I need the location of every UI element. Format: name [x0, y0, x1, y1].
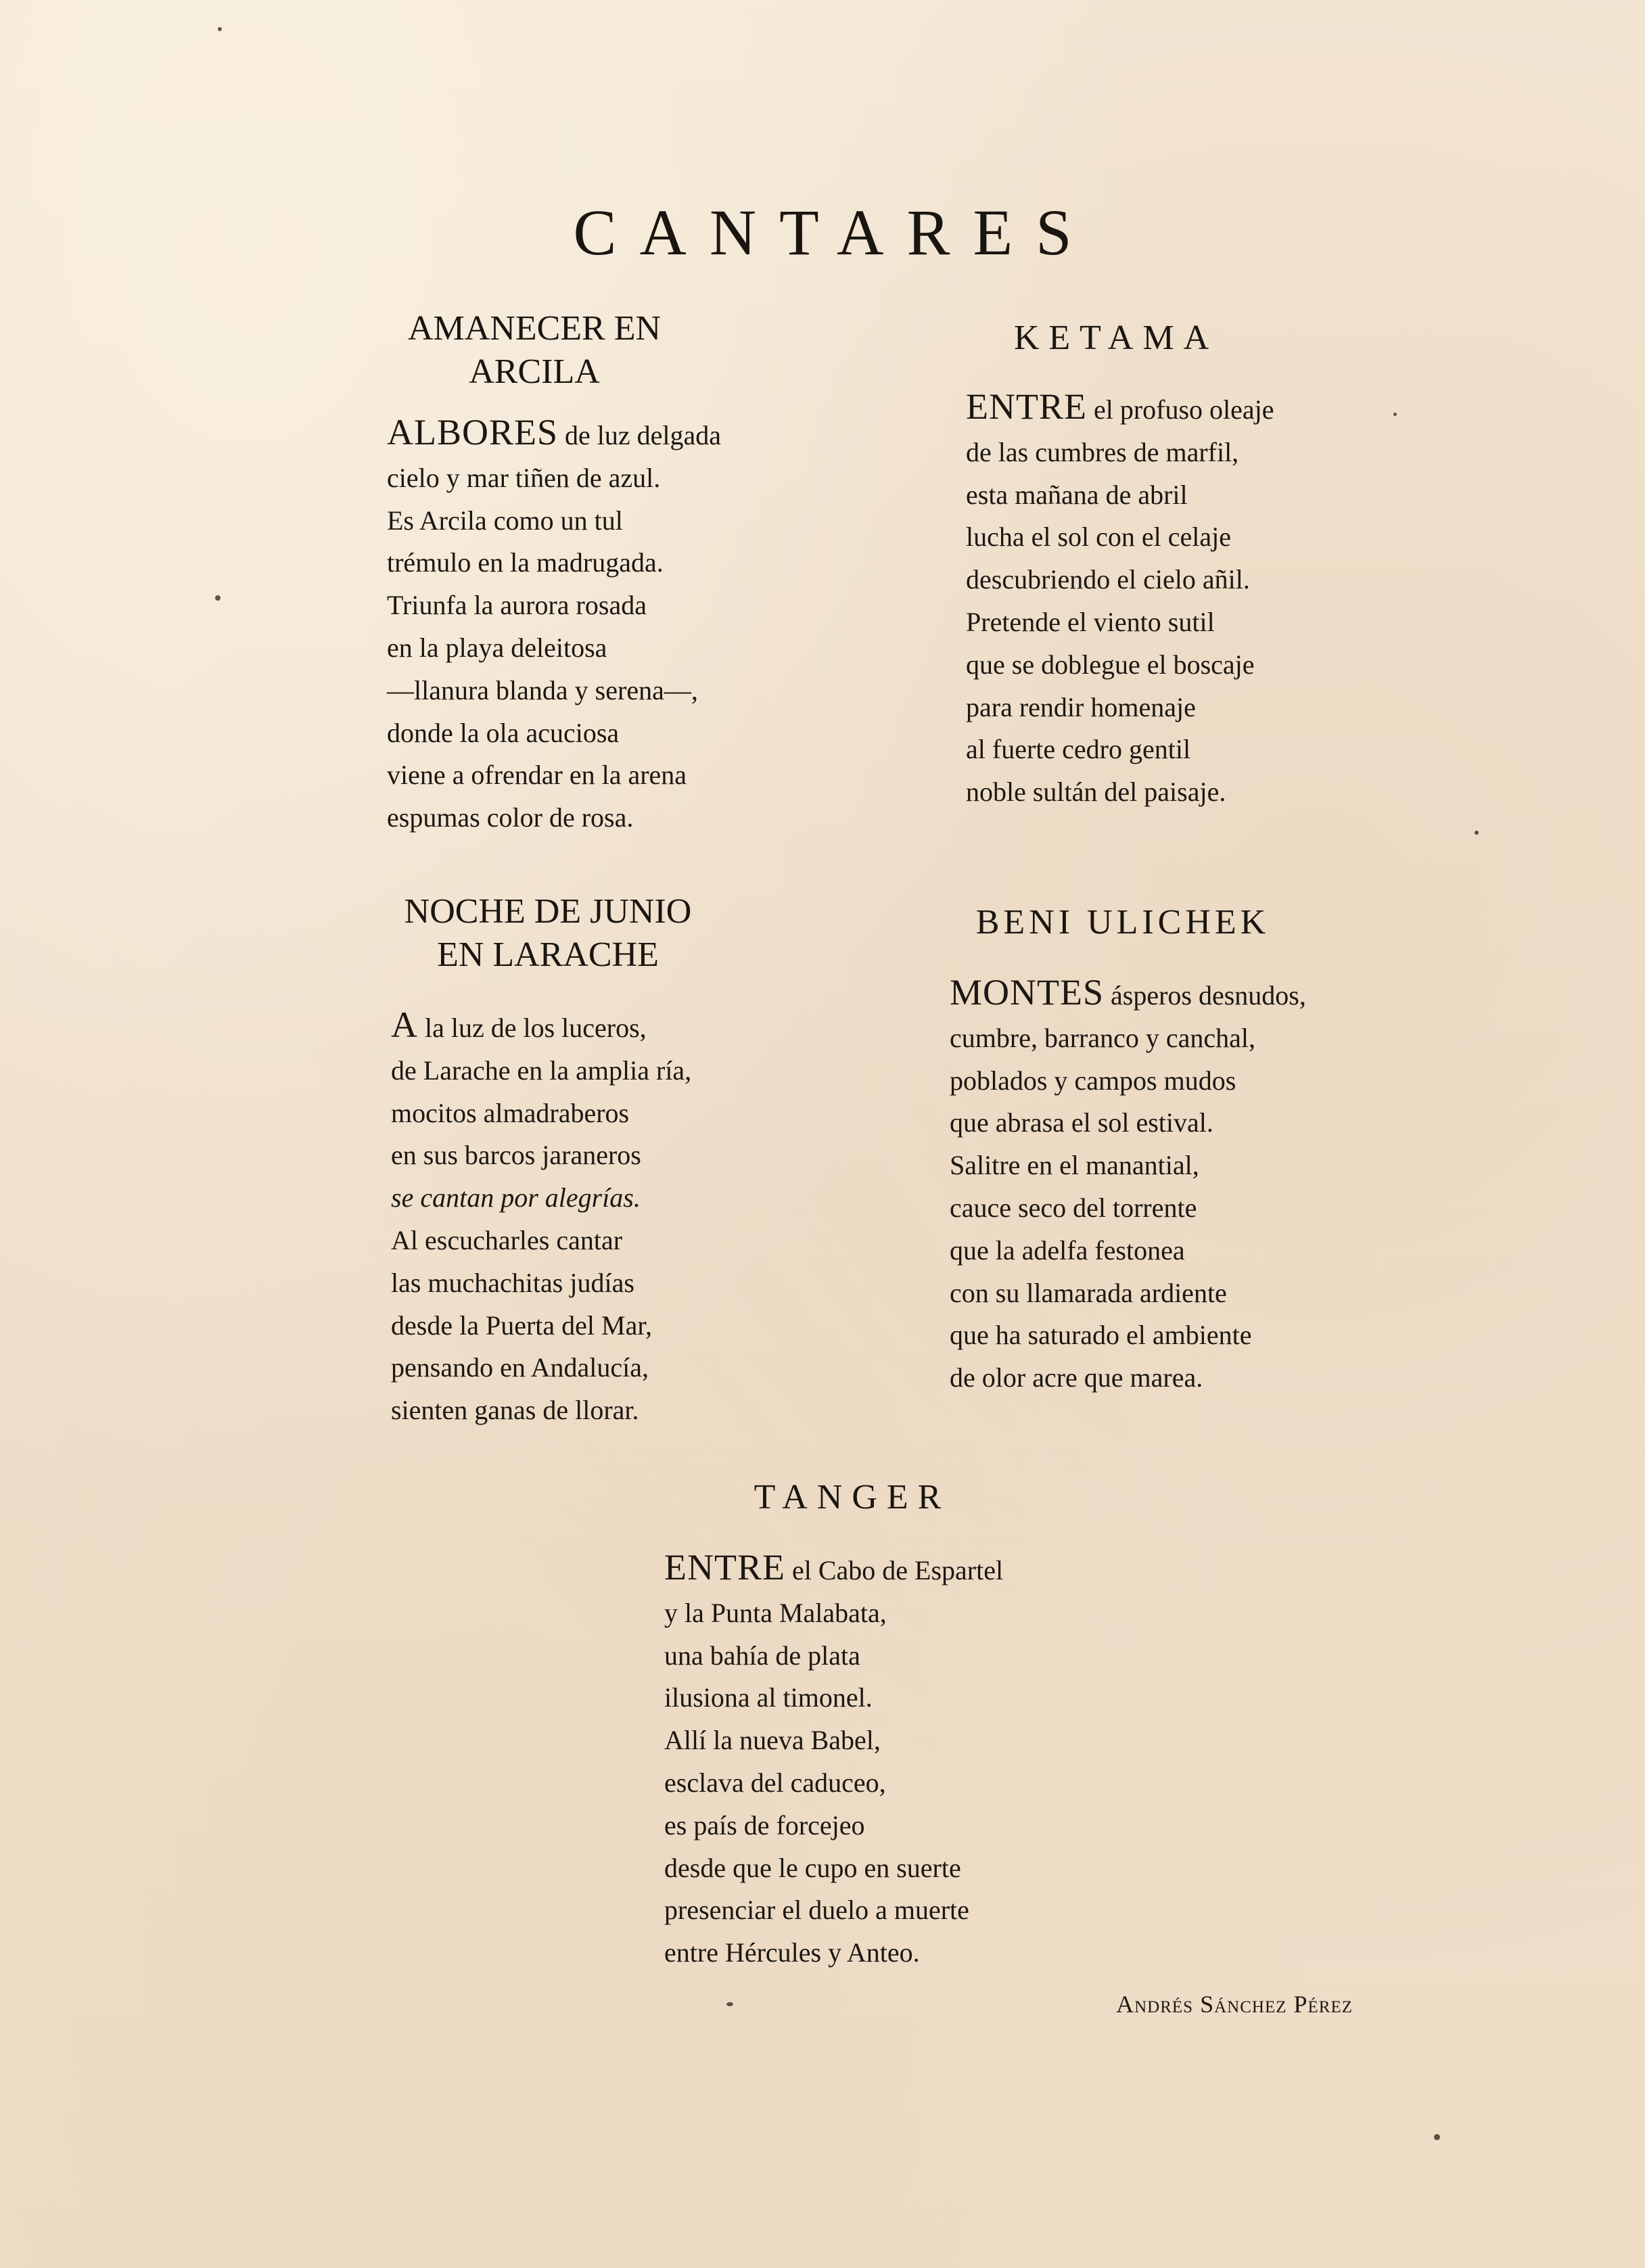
- verse-line: mocitos almadraberos: [391, 1097, 630, 1128]
- verse-line: cumbre, barranco y canchal,: [950, 1022, 1255, 1053]
- verse-line: que abrasa el sol estival.: [950, 1107, 1213, 1138]
- verse-line: trémulo en la madrugada.: [387, 547, 664, 578]
- verse-line: Salitre en el manantial,: [950, 1150, 1199, 1181]
- verse-line: esclava del caduceo,: [664, 1767, 886, 1798]
- verse-line: que ha saturado el ambiente: [950, 1320, 1252, 1351]
- paper-speck: [215, 595, 221, 601]
- poem-tanger: [683, 1476, 1021, 1519]
- poem-verses-amanecer: [387, 411, 721, 839]
- poem-title-line: AMANECER EN: [407, 309, 662, 348]
- verse-line: de Larache en la amplia ría,: [391, 1055, 692, 1086]
- verse-line: de las cumbres de marfil,: [966, 436, 1239, 467]
- verse-line: cauce seco del torrente: [950, 1192, 1197, 1223]
- poem-title-line: NOCHE DE JUNIO: [404, 892, 692, 931]
- verse-line: en sus barcos jaraneros: [391, 1140, 641, 1171]
- verse-line: que se doblegue el boscaje: [966, 649, 1255, 680]
- verse-line: presenciar el duelo a muerte: [664, 1895, 969, 1926]
- verse-line: [387, 411, 721, 457]
- poem-title: [947, 317, 1285, 360]
- poem-amanecer-en-arcila: [365, 307, 703, 394]
- verse-line: en la playa deleitosa: [387, 632, 607, 663]
- verse-first-rest: de luz delgada: [558, 420, 722, 450]
- poem-title: [933, 901, 1312, 944]
- verse-line: lucha el sol con el celaje: [966, 522, 1232, 553]
- paper-speck: [726, 2002, 733, 2006]
- verse-line: Al escucharles cantar: [391, 1224, 623, 1255]
- poem-ketama: [947, 317, 1285, 360]
- paper-speck: [1393, 413, 1397, 416]
- poem-verses-beni-ulichek: [950, 971, 1306, 1399]
- verse-line: [391, 1004, 691, 1050]
- verse-line: desde que le cupo en suerte: [664, 1852, 961, 1883]
- verse-line: Pretende el viento sutil: [966, 606, 1215, 637]
- verse-line: [966, 386, 1274, 432]
- verse-line: se cantan por alegrías.: [391, 1182, 641, 1213]
- verse-line: para rendir homenaje: [966, 691, 1196, 722]
- poem-verses-tanger: [664, 1546, 1003, 1974]
- verse-lead-word: A: [391, 1004, 418, 1045]
- paper-speck: [1434, 2134, 1440, 2140]
- verse-line: sienten ganas de llorar.: [391, 1395, 639, 1426]
- verse-line: y la Punta Malabata,: [664, 1597, 887, 1628]
- verse-line: desde la Puerta del Mar,: [391, 1310, 653, 1341]
- verse-first-rest: la luz de los luceros,: [418, 1013, 647, 1043]
- poem-title: [683, 1476, 1021, 1519]
- verse-line: cielo y mar tiñen de azul.: [387, 462, 661, 493]
- poem-verses-ketama: [966, 386, 1274, 814]
- verse-line: con su llamarada ardiente: [950, 1277, 1227, 1308]
- author-signature: Andrés Sánchez Pérez: [1116, 1991, 1353, 2018]
- verse-lead-word: ENTRE: [966, 386, 1087, 427]
- verse-line: descubriendo el cielo añil.: [966, 564, 1250, 595]
- verse-line: Triunfa la aurora rosada: [387, 590, 647, 621]
- verse-line: poblados y campos mudos: [950, 1065, 1236, 1096]
- page-title: CANTARES: [573, 196, 1095, 269]
- verse-line: donde la ola acuciosa: [387, 717, 620, 748]
- verse-line: entre Hércules y Anteo.: [664, 1937, 920, 1968]
- verse-line: —llanura blanda y serena—,: [387, 674, 698, 705]
- verse-line: viene a ofrendar en la arena: [387, 760, 687, 791]
- poem-title-line: EN LARACHE: [437, 935, 659, 974]
- poem-title: [379, 890, 717, 977]
- verse-line: una bahía de plata: [664, 1640, 860, 1671]
- verse-line: las muchachitas judías: [391, 1267, 634, 1298]
- verse-line: Allí la nueva Babel,: [664, 1725, 881, 1756]
- paper-speck: [218, 27, 222, 31]
- poem-beni-ulichek: [933, 901, 1312, 944]
- poem-title-line: TANGER: [754, 1478, 951, 1517]
- verse-lead-word: MONTES: [950, 972, 1105, 1013]
- verse-line: Es Arcila como un tul: [387, 505, 623, 536]
- poem-title-line: ARCILA: [469, 352, 600, 391]
- verse-line: al fuerte cedro gentil: [966, 734, 1191, 765]
- verse-line: es país de forcejeo: [664, 1809, 865, 1841]
- poem-title: [365, 307, 703, 394]
- verse-first-rest: el Cabo de Espartel: [785, 1555, 1004, 1586]
- poem-verses-noche: [391, 1004, 691, 1432]
- verse-line: pensando en Andalucía,: [391, 1352, 649, 1383]
- verse-first-rest: el profuso oleaje: [1086, 394, 1274, 425]
- verse-line: de olor acre que marea.: [950, 1362, 1203, 1393]
- poem-title-line: BENI ULICHEK: [975, 903, 1270, 942]
- poem-title-line: KETAMA: [1013, 319, 1219, 357]
- verse-line: espumas color de rosa.: [387, 802, 634, 833]
- verse-lead-word: ENTRE: [664, 1547, 785, 1588]
- verse-line: ilusiona al timonel.: [664, 1682, 873, 1713]
- verse-line: noble sultán del paisaje.: [966, 777, 1226, 808]
- verse-first-rest: ásperos desnudos,: [1104, 980, 1306, 1011]
- verse-line: que la adelfa festonea: [950, 1234, 1185, 1266]
- verse-line: [950, 971, 1306, 1017]
- verse-line: esta mañana de abril: [966, 479, 1188, 510]
- verse-line: [664, 1546, 1003, 1592]
- paper-speck: [1475, 831, 1479, 835]
- poem-noche-de-junio: [379, 890, 717, 977]
- verse-lead-word: ALBORES: [387, 412, 559, 453]
